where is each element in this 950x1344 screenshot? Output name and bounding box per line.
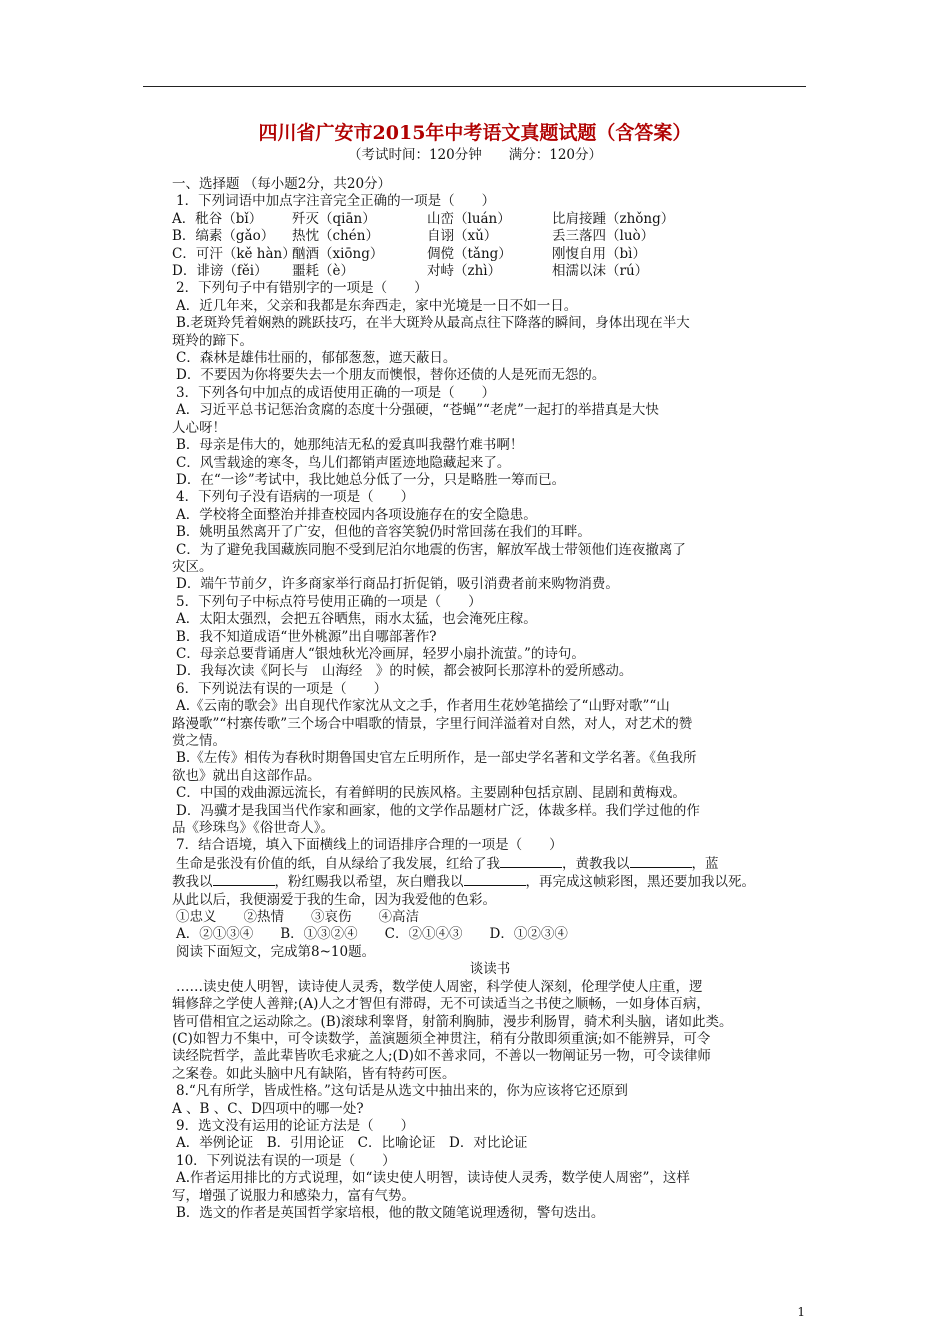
- q1-c-2: 酗酒（xiōng）: [292, 245, 384, 262]
- reading-line-6: 之案卷。如此头脑中凡有缺陷，皆有特药可医。: [172, 1065, 456, 1082]
- q1-b-2: 热忱（chén）: [292, 228, 379, 245]
- q2-option-b: B.老斑羚凭着娴熟的跳跃技巧，在半大斑羚从最高点往下降落的瞬间，身体出现在半大: [176, 315, 690, 332]
- q4-option-c: C．为了避免我国藏族同胞不受到尼泊尔地震的伤害，解放军战士带领他们连夜撤离了: [176, 541, 686, 558]
- q7-p1c: ，蓝: [691, 855, 719, 872]
- q2-option-d: D．不要因为你将要失去一个朋友而懊恨，替你还债的人是死而无怨的。: [176, 367, 606, 384]
- q6-stem: 6．下列说法有误的一项是（ ）: [176, 680, 388, 697]
- q5-option-b: B．我不知道成语“世外桃源”出自哪部著作?: [176, 628, 437, 645]
- q1-d-4: 相濡以沫（rú）: [552, 263, 649, 280]
- reading-line-1: ……读史使人明智，读诗使人灵秀，数学使人周密，科学使人深刻，伦理学使人庄重，逻: [176, 978, 703, 995]
- q1-c-3: 倜傥（tǎng）: [427, 245, 512, 262]
- q3-option-a-cont: 人心呀！: [172, 419, 226, 436]
- exam-info: （考试时间：120分钟 满分：120分）: [347, 147, 603, 163]
- q1-d-3: 对峙（zhì）: [427, 263, 502, 280]
- q10-option-b: B．选文的作者是英国哲学家培根，他的散文随笔说理透彻，警句迭出。: [176, 1204, 605, 1221]
- q6-option-b-cont: 欲也》就出自这部作品。: [172, 767, 321, 784]
- reading-line-5: 读经院哲学，盖此辈皆吹毛求疵之人;(D)如不善求同，不善以一物阐证另一物，可令读律师: [172, 1048, 711, 1065]
- q3-option-a: A．习近平总书记惩治贪腐的态度十分强硬，“苍蝇”“老虎”一起打的举措真是大快: [176, 402, 659, 419]
- q1-d-1: D．诽谤（fěi）: [172, 263, 268, 280]
- q10-stem: 10．下列说法有误的一项是（ ）: [176, 1152, 396, 1169]
- q2-option-b-cont: 斑羚的蹄下。: [172, 332, 253, 349]
- q4-option-d: D．端午节前夕，许多商家举行商品打折促销，吸引消费者前来购物消费。: [176, 576, 619, 593]
- q3-option-d: D．在“一诊”考试中，我比她总分低了一分，只是略胜一筹而已。: [176, 471, 566, 488]
- q8-stem: 8.“凡有所学，皆成性格。”这句话是从选文中抽出来的，你为应该将它还原到: [176, 1083, 628, 1100]
- q2-option-c: C．森林是雄伟壮丽的，郁郁葱葱，遮天蔽日。: [176, 350, 457, 367]
- q1-a-4: 比肩接踵（zhǒng）: [552, 210, 675, 227]
- q1-b-4: 丢三落四（luò）: [552, 228, 655, 245]
- q5-stem: 5．下列句子中标点符号使用正确的一项是（ ）: [176, 593, 482, 610]
- header-rule: [143, 86, 806, 87]
- q1-c-4: 刚愎自用（bì）: [552, 245, 646, 262]
- q6-option-d-cont: 品《珍珠鸟》《俗世奇人》。: [172, 820, 334, 837]
- q7-passage-line3: 从此以后，我便溺爱于我的生命，因为我爱他的色彩。: [172, 891, 496, 908]
- q3-option-b: B．母亲是伟大的，她那纯洁无私的爱真叫我罄竹难书啊！: [176, 437, 524, 454]
- q5-option-a: A．太阳太强烈，会把五谷晒焦，雨水太猛，也会淹死庄稼。: [176, 611, 537, 628]
- q7-words: ①忠义 ②热情 ③哀伤 ④高洁: [176, 909, 419, 926]
- q3-stem: 3．下列各句中加点的成语使用正确的一项是（ ）: [176, 384, 496, 401]
- reading-line-3: 皆可借相宜之运动除之。(B)滚球利睾肾，射箭利胸肺，漫步利肠胃，骑术利头脑，诸如此类。: [172, 1013, 733, 1030]
- reading-intro: 阅读下面短文，完成第8~10题。: [176, 943, 376, 960]
- blank-3: [213, 873, 275, 886]
- blank-4: [464, 873, 526, 886]
- q6-option-d: D．冯骥才是我国当代作家和画家，他的文学作品题材广泛，体裁多样。我们学过他的作: [176, 802, 700, 819]
- q2-option-a: A．近几年来，父亲和我都是东奔西走，家中光境是一日不如一日。: [176, 297, 578, 314]
- q1-option-a: [172, 211, 808, 228]
- reading-line-2: 辑修辞之学使人善辩;(A)人之才智但有滞碍，无不可读适当之书使之顺畅，一如身体百病，: [172, 996, 710, 1013]
- q1-a-1: A．秕谷（bǐ）: [172, 210, 263, 227]
- q6-option-a-cont2: 赏之情。: [172, 733, 226, 749]
- document-body: [172, 176, 808, 1222]
- section-heading: 一、选择题 （每小题2分，共20分）: [172, 176, 392, 192]
- blank-2: [630, 855, 692, 868]
- q8-stem-cont: A 、B 、C、D四项中的哪一处?: [172, 1100, 364, 1117]
- q1-d-2: 噩耗（è）: [292, 263, 354, 280]
- reading-title: 谈读书: [469, 961, 511, 978]
- q10-option-a-cont: 写，增强了说服力和感染力，富有气势。: [172, 1187, 415, 1204]
- q6-option-c: C．中国的戏曲源远流长，有着鲜明的民族风格。主要剧种包括京剧、昆剧和黄梅戏。: [176, 785, 686, 802]
- q10-option-a: A.作者运用排比的方式说理，如“读史使人明智，读诗使人灵秀，数学使人周密”，这样: [176, 1170, 690, 1187]
- q5-option-c: C．母亲总要背诵唐人“银烛秋光冷画屏，轻罗小扇扑流萤。”的诗句。: [176, 645, 585, 662]
- q4-stem: 4．下列句子没有语病的一项是（ ）: [176, 489, 415, 506]
- q4-option-c-cont: 灾区。: [172, 558, 213, 575]
- page-number: 1: [797, 1305, 805, 1319]
- q7-stem: 7．结合语境，填入下面横线上的词语排序合理的一项是（ ）: [176, 837, 563, 854]
- q1-stem: 1．下列词语中加点字注音完全正确的一项是（ ）: [176, 193, 496, 210]
- q1-a-2: 歼灭（qiān）: [292, 210, 376, 227]
- page-title: 四川省广安市2015年中考语文真题试题（含答案）: [258, 122, 692, 144]
- q7-p1a: 生命是张没有价值的纸，自从绿给了我发展，红给了我: [176, 855, 500, 872]
- q6-option-a: A.《云南的歌会》出自现代作家沈从文之手，作者用生花妙笔描绘了“山野对歌”“山: [176, 698, 670, 715]
- q4-option-a: A．学校将全面整治并排查校园内各项设施存在的安全隐患。: [176, 506, 537, 523]
- q1-c-1: C．可汗（kě hàn）: [172, 245, 296, 262]
- q7-options: A．②①③④ B．①③②④ C．②①④③ D．①②③④: [176, 926, 568, 943]
- q1-a-3: 山峦（luán）: [427, 210, 511, 227]
- q1-option-d: [172, 263, 808, 280]
- q6-option-b: B.《左传》相传为春秋时期鲁国史官左丘明所作，是一部史学名著和文学名著。《鱼我所: [176, 750, 697, 767]
- q7-p1b: ，黄教我以: [562, 855, 630, 872]
- q1-b-3: 自诩（xǔ）: [427, 228, 498, 245]
- q1-option-b: [172, 228, 808, 245]
- q1-b-1: B．缟素（gǎo）: [172, 228, 275, 245]
- q7-passage-line2: [172, 873, 808, 891]
- q9-options: A．举例论证 B．引用论证 C．比喻论证 D．对比论证: [176, 1135, 528, 1152]
- q2-stem: 2．下列句子中有错别字的一项是（ ）: [176, 280, 428, 297]
- reading-line-4: (C)如智力不集中，可令读数学，盖演题须全神贯注，稍有分散即须重演;如不能辨异，可令: [172, 1030, 711, 1047]
- q7-p2a: 教我以: [172, 874, 213, 891]
- q6-option-a-cont1: 路漫歌”“村寨传歌”三个场合中唱歌的情景，字里行间洋溢着对自然，对人，对艺术的赞: [172, 715, 693, 732]
- q7-passage-line1: [172, 855, 808, 873]
- q9-stem: 9．选文没有运用的论证方法是（ ）: [176, 1117, 415, 1134]
- q5-option-d: D．我每次读《阿长与 山海经 》的时候，都会被阿长那淳朴的爱所感动。: [176, 663, 633, 680]
- blank-1: [500, 855, 562, 868]
- q7-p2b: ，粉红赐我以希望，灰白赠我以: [274, 874, 464, 891]
- q7-p2c: ，再完成这帧彩图，黑还要加我以死。: [525, 874, 755, 891]
- q4-option-b: B．姚明虽然离开了广安，但他的音容笑貌仍时常回荡在我们的耳畔。: [176, 524, 591, 541]
- q3-option-c: C．风雪载途的寒冬，鸟儿们都销声匿迹地隐藏起来了。: [176, 454, 511, 471]
- q1-option-c: [172, 246, 808, 263]
